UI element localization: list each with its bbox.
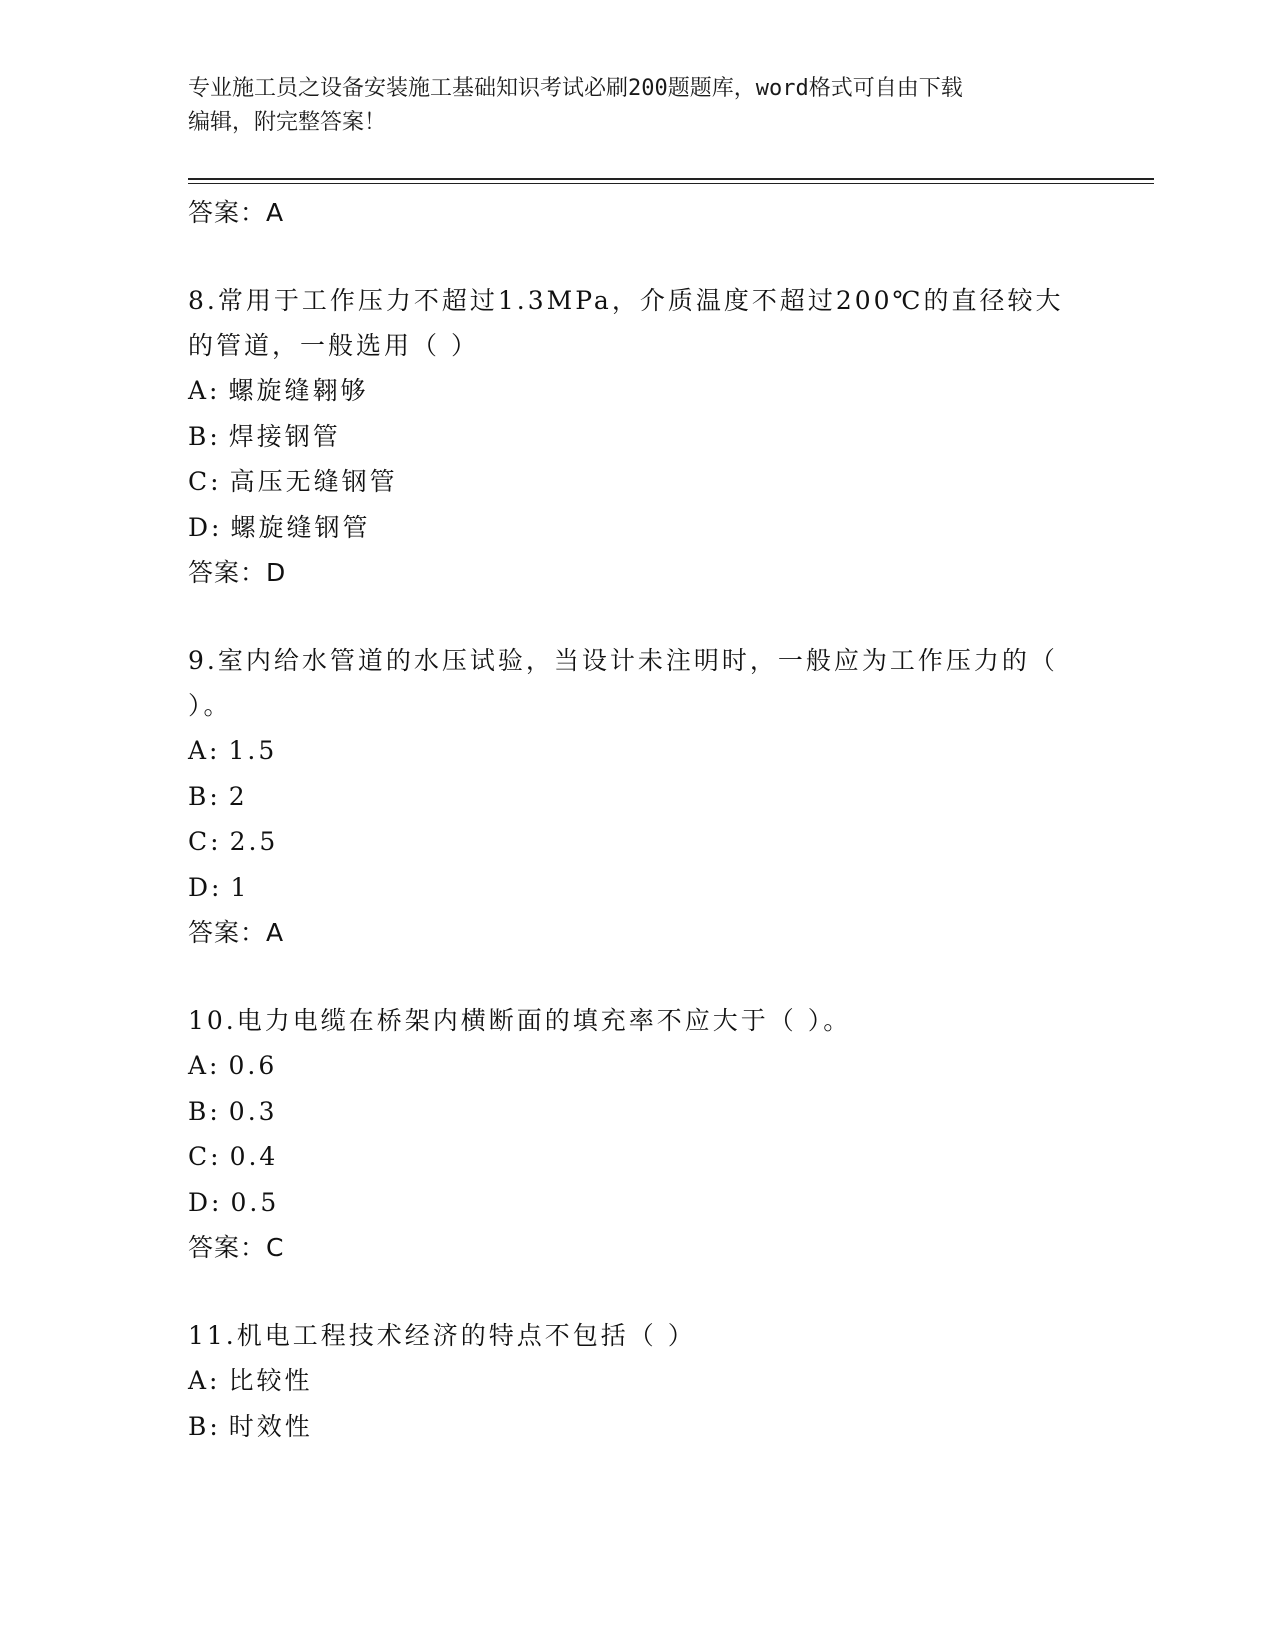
- option-text: 焊接钢管: [228, 421, 341, 451]
- option-a: [188, 368, 1088, 414]
- previous-answer: 答案：A: [188, 198, 285, 227]
- option-letter: B:: [188, 1411, 221, 1441]
- header-divider-thin: [188, 183, 1154, 184]
- option-letter: B:: [188, 421, 221, 451]
- option-d: [188, 865, 1088, 911]
- option-d: [188, 1180, 1088, 1226]
- question-block-8: [188, 278, 1088, 596]
- option-text: 时效性: [228, 1411, 313, 1441]
- option-text: 0.4: [229, 1142, 279, 1171]
- option-letter: D:: [188, 1187, 223, 1217]
- option-letter: A:: [188, 736, 221, 765]
- option-letter: B:: [188, 1096, 221, 1126]
- option-text: 高压无缝钢管: [229, 467, 398, 496]
- option-a: [188, 1358, 1088, 1404]
- option-text: 2.5: [229, 827, 279, 856]
- option-letter: D:: [188, 512, 223, 542]
- header-title-line-2: 编辑，附完整答案！: [188, 110, 387, 135]
- header-title-line-1: 专业施工员之设备安装施工基础知识考试必刷200题题库，word格式可自由下载: [188, 76, 963, 101]
- question-block-10: [188, 998, 1088, 1271]
- option-text: 螺旋缝钢管: [230, 512, 371, 542]
- option-b: [188, 1404, 1088, 1450]
- option-letter: C:: [188, 467, 222, 496]
- question-block-11: [188, 1313, 1088, 1449]
- option-letter: D:: [188, 872, 223, 902]
- option-letter: A:: [188, 376, 221, 405]
- question-text: 10.电力电缆在桥架内横断面的填充率不应大于（ ）。: [188, 1006, 852, 1035]
- option-b: [188, 774, 1088, 820]
- option-a: [188, 1043, 1088, 1089]
- option-b: [188, 1089, 1088, 1135]
- option-text: 0.6: [228, 1051, 278, 1080]
- option-c: [188, 1134, 1088, 1180]
- option-letter: C:: [188, 1142, 222, 1171]
- option-text: 2: [228, 781, 248, 811]
- answer-line: 答案：D: [188, 558, 287, 587]
- question-text: 11.机电工程技术经济的特点不包括（ ）: [188, 1321, 696, 1350]
- option-b: [188, 414, 1088, 460]
- option-letter: C:: [188, 827, 222, 856]
- header-divider-thick: [188, 178, 1154, 180]
- option-text: 螺旋缝翱够: [228, 376, 369, 405]
- answer-line: 答案：C: [188, 1233, 285, 1262]
- option-d: [188, 505, 1088, 551]
- answer-line: 答案：A: [188, 918, 285, 947]
- option-text: 比较性: [228, 1366, 313, 1395]
- question-list: [188, 190, 1088, 1449]
- option-a: [188, 728, 1088, 774]
- question-text: 9.室内给水管道的水压试验，当设计未注明时，一般应为工作压力的（ ）。: [188, 646, 1058, 720]
- document-header: [188, 72, 1088, 140]
- option-c: [188, 459, 1088, 505]
- option-letter: B:: [188, 781, 221, 811]
- option-text: 0.5: [230, 1187, 280, 1217]
- option-text: 1: [230, 872, 250, 902]
- question-text: 8.常用于工作压力不超过1.3MPa，介质温度不超过200℃的直径较大的管道，一般选用（ ）: [188, 286, 1064, 360]
- option-letter: A:: [188, 1366, 221, 1395]
- option-c: [188, 819, 1088, 865]
- question-block-9: [188, 638, 1088, 956]
- option-text: 1.5: [228, 736, 278, 765]
- option-text: 0.3: [228, 1096, 278, 1126]
- option-letter: A:: [188, 1051, 221, 1080]
